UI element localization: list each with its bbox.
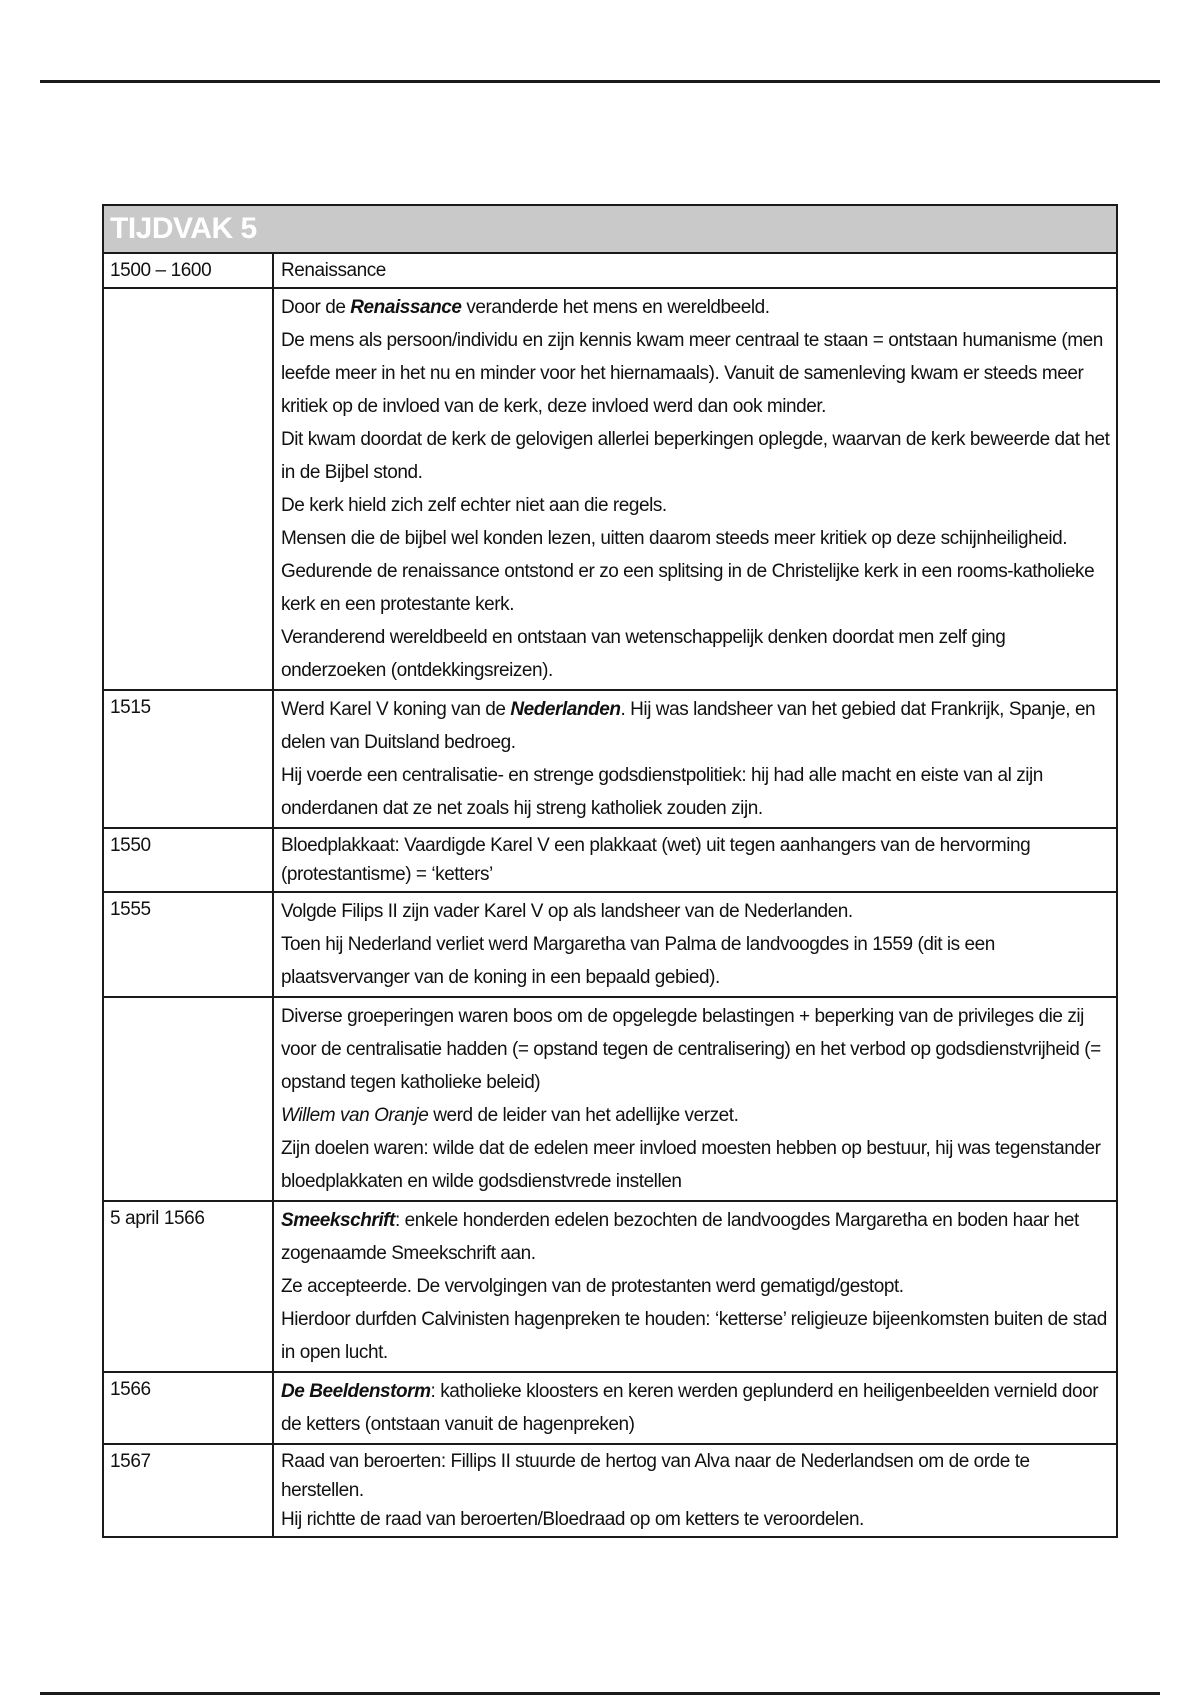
date-cell: 1567: [104, 1445, 274, 1536]
paragraph: Hierdoor durfden Calvinisten hagenpreken te houden: ‘ketterse’ religieuze bijeenkomsten buiten de stad in open lucht.: [281, 1309, 1107, 1363]
paragraph: Volgde Filips II zijn vader Karel V op als landsheer van de Nederlanden.: [281, 901, 853, 922]
bottom-rule: [40, 1692, 1160, 1695]
text-cell: [274, 893, 1116, 996]
table-row: [104, 1373, 1116, 1445]
date-cell: 5 april 1566: [104, 1202, 274, 1371]
date-cell: [104, 289, 274, 689]
date-cell: 1555: [104, 893, 274, 996]
text-cell: [274, 1445, 1116, 1536]
text-cell: [274, 289, 1116, 689]
table-row: [104, 1445, 1116, 1536]
paragraph: Raad van beroerten: Fillips II stuurde de hertog van Alva naar de Nederlandsen om de orde te herstellen.: [281, 1451, 1030, 1501]
paragraph: Mensen die de bijbel wel konden lezen, uitten daarom steeds meer kritiek op deze schijnheiligheid.: [281, 528, 1068, 549]
era-label: Renaissance: [281, 260, 386, 281]
paragraph: Willem van Oranje werd de leider van het adellijke verzet.: [281, 1105, 739, 1126]
paragraph: Smeekschrift: enkele honderden edelen bezochten de landvoogdes Margaretha en boden haar het zogenaamde Smeekschrift aan.: [281, 1210, 1079, 1264]
paragraph: Door de Renaissance veranderde het mens en wereldbeeld.: [281, 297, 770, 318]
top-rule: [40, 80, 1160, 83]
paragraph: Gedurende de renaissance ontstond er zo een splitsing in de Christelijke kerk in een rooms-katholieke kerk en een protestante kerk.: [281, 561, 1095, 615]
person-name: Willem van Oranje: [281, 1105, 429, 1126]
paragraph: De mens als persoon/individu en zijn kennis kwam meer centraal te staan = ontstaan humanisme (men leefde meer in het nu en minder voor het hiernamaals). Vanuit de samenleving kwam er steeds meer kritiek op de invloed van de kerk, deze invloed werd dan ook minder.: [281, 330, 1103, 417]
paragraph: Toen hij Nederland verliet werd Margaretha van Palma de landvoogdes in 1559 (dit is een plaatsvervanger van de koning in een bepaald gebied).: [281, 934, 995, 988]
text-cell: [274, 691, 1116, 827]
keyword: De Beeldenstorm: [281, 1381, 431, 1402]
date-cell: 1566: [104, 1373, 274, 1443]
keyword: Nederlanden: [510, 699, 621, 720]
table-row: [104, 691, 1116, 829]
date-cell: 1515: [104, 691, 274, 827]
date-cell: 1550: [104, 829, 274, 891]
table-title: TIJDVAK 5: [110, 212, 257, 245]
paragraph: Hij voerde een centralisatie- en strenge godsdienstpolitiek: hij had alle macht en eiste van al zijn onderdanen dat ze net zoals hij streng katholiek zouden zijn.: [281, 765, 1043, 819]
paragraph: De kerk hield zich zelf echter niet aan die regels.: [281, 495, 667, 516]
keyword: Smeekschrift: [281, 1210, 395, 1231]
paragraph: Diverse groeperingen waren boos om de opgelegde belastingen + beperking van de privileges die zij voor de centralisatie hadden (= opstand tegen de centralisering) en het verbod op godsdienstvrijheid (= opstand tegen katholieke beleid): [281, 1006, 1101, 1093]
paragraph: Werd Karel V koning van de Nederlanden. Hij was landsheer van het gebied dat Frankrijk, Spanje, en delen van Duitsland bedroeg.: [281, 699, 1096, 753]
text-cell: [274, 1202, 1116, 1371]
table-row: [104, 1202, 1116, 1373]
table-row: [104, 893, 1116, 998]
table-row: [104, 998, 1116, 1202]
text-cell: [274, 829, 1116, 891]
table-header: [104, 206, 1116, 254]
date-cell: 1500 – 1600: [104, 254, 274, 287]
paragraph: Veranderend wereldbeeld en ontstaan van wetenschappelijk denken doordat men zelf ging onderzoeken (ontdekkingsreizen).: [281, 627, 1006, 681]
paragraph: Bloedplakkaat: Vaardigde Karel V een plakkaat (wet) uit tegen aanhangers van de hervorming (protestantisme) = ‘ketters’: [281, 835, 1031, 885]
table-row: [104, 289, 1116, 691]
table-row: [104, 254, 1116, 289]
paragraph: Dit kwam doordat de kerk de gelovigen allerlei beperkingen oplegde, waarvan de kerk beweerde dat het in de Bijbel stond.: [281, 429, 1110, 483]
date-cell: [104, 998, 274, 1200]
paragraph: Hij richtte de raad van beroerten/Bloedraad op om ketters te veroordelen.: [281, 1509, 864, 1530]
text-cell: [274, 998, 1116, 1200]
paragraph: De Beeldenstorm: katholieke kloosters en keren werden geplunderd en heiligenbeelden vernield door de ketters (ontstaan vanuit de hagenpreken): [281, 1381, 1099, 1435]
keyword: Renaissance: [350, 297, 462, 318]
paragraph: Zijn doelen waren: wilde dat de edelen meer invloed moesten hebben op bestuur, hij was tegenstander bloedplakkaten en wilde godsdienstvrede instellen: [281, 1138, 1101, 1192]
paragraph: Ze accepteerde. De vervolgingen van de protestanten werd gematigd/gestopt.: [281, 1276, 904, 1297]
table-row: [104, 829, 1116, 893]
text-cell: [274, 254, 1116, 287]
timeline-table: [102, 204, 1118, 1538]
text-cell: [274, 1373, 1116, 1443]
